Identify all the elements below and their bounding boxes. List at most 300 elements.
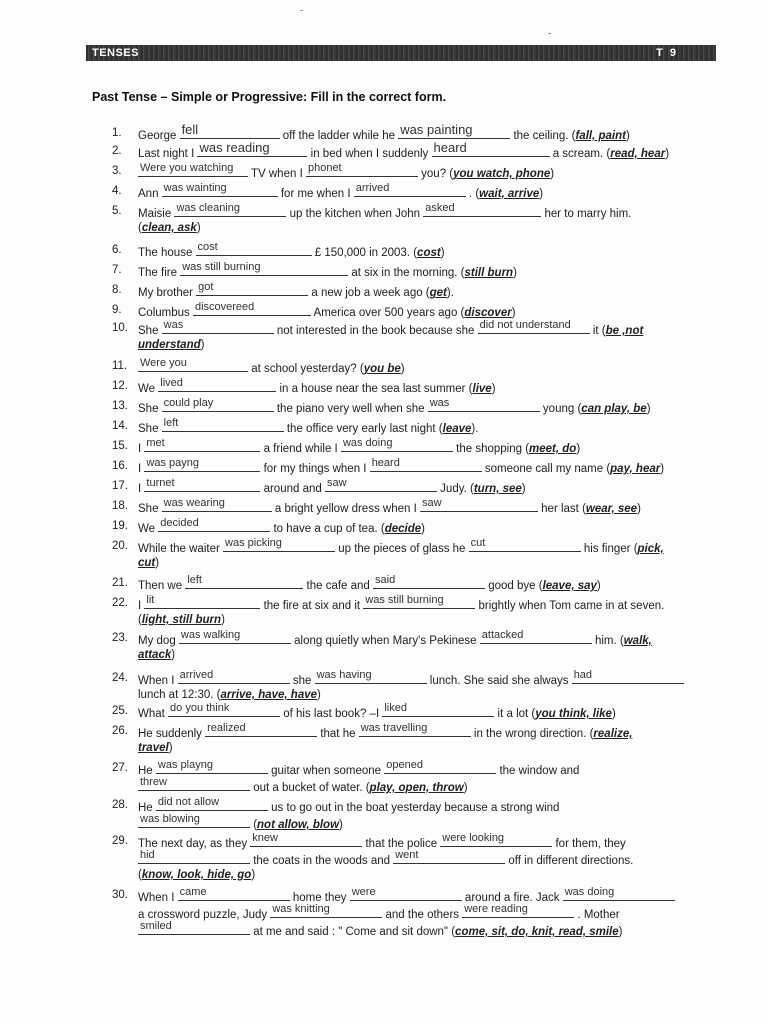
verb-hint: travel <box>138 742 169 754</box>
answer-blank[interactable] <box>398 122 510 139</box>
filled-answer: was walking <box>180 629 241 641</box>
item-line <box>138 539 664 556</box>
verb-hint: be ,not <box>605 325 644 337</box>
filled-answer: asked <box>425 202 455 214</box>
item-text: someone call my name ( <box>481 463 611 475</box>
item-text: Maisie <box>138 208 175 220</box>
answer-blank[interactable] <box>428 399 540 412</box>
item-text: ) <box>646 403 651 415</box>
item-text: TV when I <box>248 168 306 180</box>
item-text: ) <box>618 926 623 938</box>
item-text: to have a cup of tea. ( <box>270 523 385 535</box>
item-text: in the wrong direction. ( <box>470 728 594 740</box>
item-line <box>138 815 343 832</box>
item-number: 5. <box>112 205 122 217</box>
filled-answer: was travelling <box>360 722 428 734</box>
verb-hint: you watch, phone <box>453 168 551 180</box>
item-text: ). <box>471 423 479 435</box>
answer-blank[interactable] <box>144 459 260 472</box>
answer-blank[interactable] <box>341 439 453 452</box>
item-text: Then we <box>138 580 186 592</box>
answer-blank[interactable] <box>162 321 274 334</box>
item-text: She <box>138 325 162 337</box>
answer-blank[interactable] <box>144 479 260 492</box>
item-line <box>138 519 425 536</box>
answer-blank[interactable] <box>382 704 494 717</box>
item-text: guitar when someone <box>267 765 385 777</box>
item-text: home they <box>289 892 350 904</box>
answer-blank[interactable] <box>315 671 427 684</box>
item-text: George <box>138 130 180 142</box>
answer-blank[interactable] <box>197 140 307 157</box>
filled-answer: arrived <box>179 669 214 681</box>
filled-answer: were reading <box>464 903 528 915</box>
item-line <box>138 140 670 161</box>
verb-hint: turn, see <box>473 483 522 495</box>
answer-blank[interactable] <box>178 671 290 684</box>
answer-blank[interactable] <box>158 519 270 532</box>
item-line <box>138 359 405 376</box>
answer-blank[interactable] <box>185 576 303 589</box>
filled-answer: had <box>573 669 593 681</box>
item-text: not interested in the book because she <box>273 325 478 337</box>
item-text: at school yesterday? ( <box>248 363 364 375</box>
answer-blank[interactable] <box>325 479 437 492</box>
item-text: ) <box>200 339 205 351</box>
item-text: her last ( <box>537 503 586 515</box>
item-line <box>138 704 616 721</box>
filled-answer: saw <box>421 497 442 509</box>
item-number: 21. <box>112 577 128 589</box>
answer-blank[interactable] <box>420 499 538 512</box>
filled-answer: was painting <box>400 122 473 137</box>
item-text: at me and said : " Come and sit down" ( <box>250 926 456 938</box>
answer-blank[interactable] <box>250 834 362 847</box>
verb-hint: know, look, hide, go <box>141 869 252 881</box>
filled-answer: lit <box>146 594 155 606</box>
filled-answer: saw <box>326 477 347 489</box>
item-text: around a fire. Jack <box>461 892 563 904</box>
item-number: 17. <box>112 480 128 492</box>
item-text: him. ( <box>591 635 624 647</box>
filled-answer: was blowing <box>140 813 200 825</box>
item-number: 18. <box>112 500 128 512</box>
item-text: off in different directions. <box>505 855 634 867</box>
item-text: The next day, as they <box>138 838 251 850</box>
header-right-label: T 9 <box>656 47 678 59</box>
answer-blank[interactable] <box>156 798 268 811</box>
item-line <box>138 596 664 613</box>
item-number: 8. <box>112 284 122 296</box>
filled-answer: attacked <box>481 629 524 641</box>
answer-blank[interactable] <box>174 204 286 217</box>
item-text: ) <box>550 168 555 180</box>
verb-hint: wear, see <box>585 503 638 515</box>
verb-hint: still burn <box>464 267 514 279</box>
filled-answer: cut <box>470 537 486 549</box>
item-text: What <box>138 708 169 720</box>
item-text: When I <box>138 892 178 904</box>
answer-blank[interactable] <box>306 164 418 177</box>
item-text: a new job a week ago ( <box>308 287 430 299</box>
item-text: ) <box>221 614 225 626</box>
item-line <box>138 283 454 300</box>
answer-blank[interactable] <box>354 184 466 197</box>
item-number: 3. <box>112 165 122 177</box>
filled-answer: phonet <box>307 162 342 174</box>
item-text: The house <box>138 247 196 259</box>
answer-blank[interactable] <box>563 888 675 901</box>
item-text: she <box>289 675 315 687</box>
answer-blank[interactable] <box>179 631 291 644</box>
filled-answer: threw <box>140 776 167 788</box>
filled-answer: decided <box>160 517 199 529</box>
verb-hint: you be <box>363 363 401 375</box>
item-line <box>138 499 641 516</box>
item-line <box>138 922 623 939</box>
item-line <box>138 184 543 201</box>
item-text: I <box>138 600 145 612</box>
item-text: in bed when I suddenly <box>307 148 432 160</box>
answer-blank[interactable] <box>162 184 278 197</box>
filled-answer: did not allow <box>157 796 220 808</box>
item-text: He suddenly <box>138 728 206 740</box>
answer-blank[interactable] <box>162 399 274 412</box>
item-line <box>138 204 631 221</box>
filled-answer: Were you <box>140 357 187 369</box>
item-text: ) <box>625 130 630 142</box>
verb-hint: play, open, throw <box>369 782 464 794</box>
item-text: . Mother <box>574 909 620 921</box>
answer-blank[interactable] <box>196 283 308 296</box>
filled-answer: was still burning <box>182 261 261 273</box>
answer-blank[interactable] <box>138 359 248 372</box>
item-line <box>138 338 204 352</box>
filled-answer: heard <box>371 457 400 469</box>
verb-hint: can play, be <box>581 403 647 415</box>
filled-answer: was payng <box>146 457 199 469</box>
item-text: My brother <box>138 287 197 299</box>
verb-hint: discover <box>464 307 512 319</box>
item-number: 22. <box>112 597 128 609</box>
item-text: ) <box>400 363 405 375</box>
item-text: ) <box>539 188 544 200</box>
filled-answer: lived <box>160 377 183 389</box>
answer-blank[interactable] <box>138 922 250 935</box>
verb-hint: cost <box>417 247 441 259</box>
answer-blank[interactable] <box>350 888 462 901</box>
answer-blank[interactable] <box>158 379 276 392</box>
answer-blank[interactable] <box>462 905 574 918</box>
exercise-title: Past Tense – Simple or Progressive: Fill in the correct form. <box>92 90 447 104</box>
verb-hint: realize, <box>593 728 633 740</box>
item-line <box>138 761 579 778</box>
filled-answer: was still burning <box>365 594 444 606</box>
verb-hint: leave <box>442 423 472 435</box>
item-line <box>138 303 516 320</box>
answer-blank[interactable] <box>359 724 471 737</box>
item-number: 14. <box>112 420 128 432</box>
answer-blank[interactable] <box>478 321 590 334</box>
answer-blank[interactable] <box>138 815 250 828</box>
item-text: ) <box>596 580 601 592</box>
item-text: ). <box>446 287 454 299</box>
item-text: it a lot ( <box>494 708 536 720</box>
item-number: 10. <box>112 322 128 334</box>
item-line <box>138 221 201 235</box>
answer-blank[interactable] <box>156 761 268 774</box>
filled-answer: knew <box>252 832 278 844</box>
filled-answer: said <box>375 574 396 586</box>
filled-answer: was reading <box>199 140 270 155</box>
item-line <box>138 379 496 396</box>
item-text: us to go out in the boat yesterday because a strong wind <box>267 802 560 814</box>
filled-answer: left <box>187 574 202 586</box>
answer-blank[interactable] <box>138 778 250 791</box>
answer-blank[interactable] <box>423 204 541 217</box>
item-number: 16. <box>112 460 128 472</box>
item-text: young ( <box>539 403 582 415</box>
answer-blank[interactable] <box>162 499 272 512</box>
item-line <box>138 631 652 648</box>
answer-blank[interactable] <box>144 596 260 609</box>
item-text: up the pieces of glass he <box>335 543 469 555</box>
item-text: ) <box>168 742 173 754</box>
answer-blank[interactable] <box>196 243 312 256</box>
item-text: ) <box>463 782 468 794</box>
item-text: ) <box>660 463 665 475</box>
item-text: £ 150,000 in 2003. ( <box>311 247 418 259</box>
item-line <box>138 868 255 882</box>
item-number: 20. <box>112 540 128 552</box>
answer-blank[interactable] <box>270 905 382 918</box>
item-text: When I <box>138 675 178 687</box>
item-text: for me when I <box>277 188 354 200</box>
filled-answer: were <box>351 886 376 898</box>
item-number: 9. <box>112 304 122 316</box>
answer-blank[interactable] <box>384 761 496 774</box>
filled-answer: arrived <box>355 182 390 194</box>
scan-speck <box>548 33 551 34</box>
filled-answer: was wearing <box>163 497 225 509</box>
item-text: ) <box>251 869 256 881</box>
item-line <box>138 851 633 868</box>
answer-blank[interactable] <box>144 439 260 452</box>
item-text: ( <box>138 869 142 881</box>
answer-blank[interactable] <box>223 539 335 552</box>
item-text: Ann <box>138 188 162 200</box>
item-text: brightly when Tom came in at seven. <box>475 600 665 612</box>
filled-answer: heard <box>433 140 467 155</box>
filled-answer: liked <box>384 702 407 714</box>
item-number: 25. <box>112 705 128 717</box>
answer-blank[interactable] <box>205 724 317 737</box>
filled-answer: was knitting <box>272 903 330 915</box>
item-number: 24. <box>112 672 128 684</box>
filled-answer: was having <box>316 669 372 681</box>
filled-answer: turnet <box>146 477 175 489</box>
item-text: I <box>138 443 145 455</box>
item-text: a scream. ( <box>549 148 611 160</box>
verb-hint: get <box>429 287 447 299</box>
filled-answer: do you think <box>170 702 230 714</box>
item-line <box>138 164 554 181</box>
item-number: 23. <box>112 632 128 644</box>
header-left-label: TENSES <box>92 47 140 59</box>
item-line <box>138 798 559 815</box>
filled-answer: was <box>429 397 450 409</box>
item-line <box>138 834 626 851</box>
item-text: While the waiter <box>138 543 224 555</box>
filled-answer: discovereed <box>194 301 255 313</box>
item-number: 2. <box>112 145 122 157</box>
filled-answer: was playng <box>157 759 213 771</box>
item-line <box>138 479 526 496</box>
filled-answer: was doing <box>342 437 393 449</box>
item-line <box>138 888 675 905</box>
item-number: 13. <box>112 400 128 412</box>
answer-blank[interactable] <box>363 596 475 609</box>
item-text: a crossword puzzle, Judy <box>138 909 271 921</box>
item-number: 6. <box>112 244 122 256</box>
item-text: . ( <box>465 188 480 200</box>
answer-blank[interactable] <box>138 851 250 864</box>
item-number: 29. <box>112 835 128 847</box>
item-text: ) <box>511 307 516 319</box>
answer-blank[interactable] <box>168 704 280 717</box>
answer-blank[interactable] <box>178 888 290 901</box>
verb-hint: not allow, blow <box>257 819 340 831</box>
answer-blank[interactable] <box>370 459 482 472</box>
verb-hint: wait, arrive <box>479 188 540 200</box>
item-text: you? ( <box>417 168 454 180</box>
item-text: lunch. She said she always <box>426 675 572 687</box>
filled-answer: were looking <box>442 832 505 844</box>
item-text: the piano very well when she <box>273 403 428 415</box>
filled-answer: was doing <box>564 886 615 898</box>
answer-blank[interactable] <box>480 631 592 644</box>
item-number: 4. <box>112 185 122 197</box>
item-line <box>138 419 478 436</box>
item-text: along quietly when Mary's Pekinese <box>290 635 480 647</box>
item-text: out a bucket of water. ( <box>250 782 370 794</box>
item-line <box>138 724 632 741</box>
item-line <box>138 459 664 476</box>
item-text: it ( <box>589 325 606 337</box>
item-number: 27. <box>112 762 128 774</box>
item-text: ) <box>637 503 641 515</box>
item-text: She <box>138 423 162 435</box>
filled-answer: cost <box>197 241 218 253</box>
filled-answer: met <box>146 437 165 449</box>
filled-answer: did not understand <box>479 319 571 331</box>
verb-hint: pay, hear <box>610 463 661 475</box>
answer-blank[interactable] <box>572 671 684 684</box>
item-line <box>138 905 620 922</box>
item-number: 12. <box>112 380 128 392</box>
verb-hint: come, sit, do, knit, read, smile <box>455 926 619 938</box>
verb-hint: arrive, have, have <box>220 689 318 701</box>
answer-blank[interactable] <box>162 419 284 432</box>
item-text: her to marry him. <box>541 208 632 220</box>
filled-answer: realized <box>207 722 246 734</box>
item-number: 30. <box>112 889 128 901</box>
answer-blank[interactable] <box>432 140 550 157</box>
item-text: ) <box>339 819 343 831</box>
verb-hint: clean, ask <box>141 222 197 234</box>
verb-hint: you think, like <box>535 708 612 720</box>
item-line <box>138 741 173 755</box>
item-text: ) <box>196 222 201 234</box>
verb-hint: cut <box>138 557 156 569</box>
item-line <box>138 648 175 662</box>
filled-answer: hid <box>140 849 155 861</box>
item-text: We <box>138 523 159 535</box>
item-text: the cafe and <box>303 580 374 592</box>
item-text: We <box>138 383 159 395</box>
verb-hint: meet, do <box>529 443 577 455</box>
item-text: at six in the morning. ( <box>348 267 465 279</box>
filled-answer: was cleaning <box>176 202 241 214</box>
item-text: My dog <box>138 635 179 647</box>
answer-blank[interactable] <box>440 834 552 847</box>
item-number: 26. <box>112 725 128 737</box>
verb-hint: understand <box>138 339 201 351</box>
item-text: his finger ( <box>580 543 638 555</box>
filled-answer: opened <box>386 759 423 771</box>
filled-answer: went <box>395 849 419 861</box>
filled-answer: was <box>163 319 184 331</box>
filled-answer: Were you watching <box>140 162 234 174</box>
answer-blank[interactable] <box>393 851 505 864</box>
item-number: 11. <box>112 360 128 372</box>
item-text: ) <box>513 267 517 279</box>
item-text: I <box>138 463 145 475</box>
filled-answer: could play <box>163 397 214 409</box>
scan-speck <box>300 10 303 11</box>
answer-blank[interactable] <box>180 122 280 139</box>
item-text: She <box>138 503 162 515</box>
item-line <box>138 688 321 702</box>
item-text: up the kitchen when John <box>286 208 424 220</box>
item-text: for my things when I <box>260 463 370 475</box>
answer-blank[interactable] <box>193 303 311 316</box>
item-number: 1. <box>112 127 122 139</box>
item-text: ) <box>317 689 321 701</box>
item-text: He <box>138 802 156 814</box>
filled-answer: was wainting <box>163 182 227 194</box>
header-bar <box>86 45 716 61</box>
item-text: that the police <box>362 838 441 850</box>
filled-answer: came <box>179 886 207 898</box>
filled-answer: got <box>198 281 214 293</box>
item-text: and the others <box>382 909 463 921</box>
item-line <box>138 576 601 593</box>
filled-answer: smiled <box>140 920 172 932</box>
item-text: the office very early last night ( <box>283 423 443 435</box>
answer-blank[interactable] <box>138 164 248 177</box>
answer-blank[interactable] <box>180 263 348 276</box>
item-line <box>138 671 684 688</box>
item-text: ( <box>138 222 142 234</box>
verb-hint: live <box>472 383 492 395</box>
verb-hint: decide <box>384 523 422 535</box>
answer-blank[interactable] <box>373 576 485 589</box>
verb-hint: fall, paint <box>575 130 626 142</box>
verb-hint: leave, say <box>542 580 597 592</box>
item-number: 15. <box>112 440 128 452</box>
answer-blank[interactable] <box>469 539 581 552</box>
